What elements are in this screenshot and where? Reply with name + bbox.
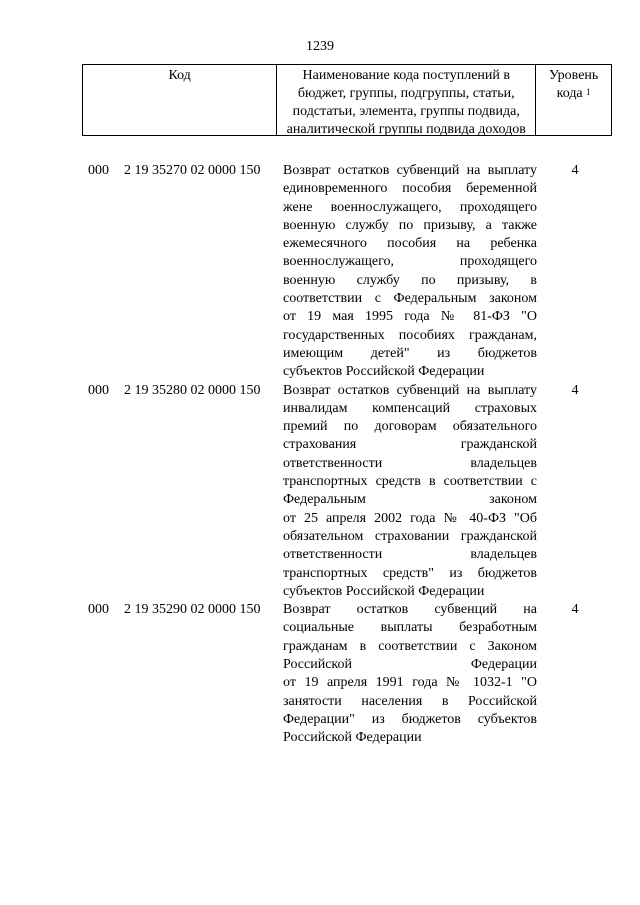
description-line: от 19 мая 1995 года № 81-ФЗ "О — [283, 309, 537, 325]
row-code: 2 19 35290 02 0000 150 — [124, 602, 261, 618]
description-line: от 19 апреля 1991 года № 1032-1 "О — [283, 675, 537, 691]
header-name — [277, 65, 536, 135]
description-line: занятости населения в Российской — [283, 693, 537, 709]
table-row — [0, 601, 640, 747]
description-line: социальные выплаты безработным — [283, 620, 537, 636]
header-level — [536, 65, 611, 135]
description-line: обязательном страховании гражданской — [283, 528, 537, 544]
description-line: военную службу по призыву, в — [283, 272, 537, 288]
table-header — [82, 64, 612, 136]
row-code: 2 19 35280 02 0000 150 — [124, 382, 261, 398]
description-line: страхования гражданской — [283, 437, 537, 453]
row-level: 4 — [571, 163, 579, 178]
description-line: единовременного пособия беременной — [283, 181, 537, 197]
header-code: Код — [83, 65, 277, 135]
table-row — [0, 382, 640, 602]
description-line: Возврат остатков субвенций на выплату — [283, 382, 537, 398]
description-line: субъектов Российской Федерации — [283, 583, 485, 599]
description-line: военную службу по призыву, а также — [283, 217, 537, 233]
row-prefix: 000 — [88, 163, 109, 178]
description-line: Федерации" из бюджетов субъектов — [283, 711, 537, 727]
table-body — [0, 162, 640, 748]
description-line: инвалидам компенсаций страховых — [283, 400, 537, 416]
row-prefix: 000 — [88, 382, 109, 398]
description-line: ответственности владельцев — [283, 547, 537, 563]
description-line: Возврат остатков субвенций на — [283, 602, 537, 618]
description-line: гражданам в соответствии с Законом — [283, 638, 537, 654]
description-line: от 25 апреля 2002 года № 40-ФЗ "Об — [283, 510, 537, 526]
header-name-line: аналитической группы подвида доходов — [286, 122, 526, 137]
table-row — [0, 162, 640, 382]
row-description — [283, 601, 537, 747]
row-level: 4 — [571, 382, 579, 398]
footnote-marker: 1 — [586, 87, 591, 97]
description-line: транспортных средств" из бюджетов — [283, 565, 537, 581]
description-line: государственных пособиях гражданам, — [283, 327, 537, 343]
description-line: транспортных средств в соответствии с — [283, 474, 537, 490]
description-line: Возврат остатков субвенций на выплату — [283, 163, 537, 178]
header-name-line: подстатьи, элемента, группы подвида, — [292, 104, 520, 119]
description-line: ежемесячного пособия на ребенка — [283, 236, 537, 252]
description-line: жене военнослужащего, проходящего — [283, 199, 537, 215]
description-line: Российской Федерации — [283, 730, 422, 746]
description-line: Российской Федерации — [283, 657, 537, 673]
description-line: премий по договорам обязательного — [283, 419, 537, 435]
header-level-text: кода — [556, 86, 583, 101]
row-code: 2 19 35270 02 0000 150 — [124, 163, 261, 178]
row-description — [283, 382, 537, 602]
description-line: военнослужащего, проходящего — [283, 254, 537, 270]
row-level: 4 — [571, 602, 579, 618]
row-description — [283, 162, 537, 382]
description-line: Федеральным законом — [283, 492, 537, 508]
description-line: соответствии с Федеральным законом — [283, 291, 537, 307]
header-level-line: Уровень — [548, 68, 599, 83]
header-name-line: бюджет, группы, подгруппы, статьи, — [297, 86, 515, 101]
header-level-line — [536, 85, 611, 103]
description-line: ответственности владельцев — [283, 455, 537, 471]
header-name-line: Наименование кода поступлений в — [302, 68, 511, 83]
description-line: субъектов Российской Федерации — [283, 364, 485, 380]
description-line: имеющим детей" из бюджетов — [283, 345, 537, 361]
row-prefix: 000 — [88, 602, 109, 618]
page-number: 1239 — [306, 39, 334, 54]
